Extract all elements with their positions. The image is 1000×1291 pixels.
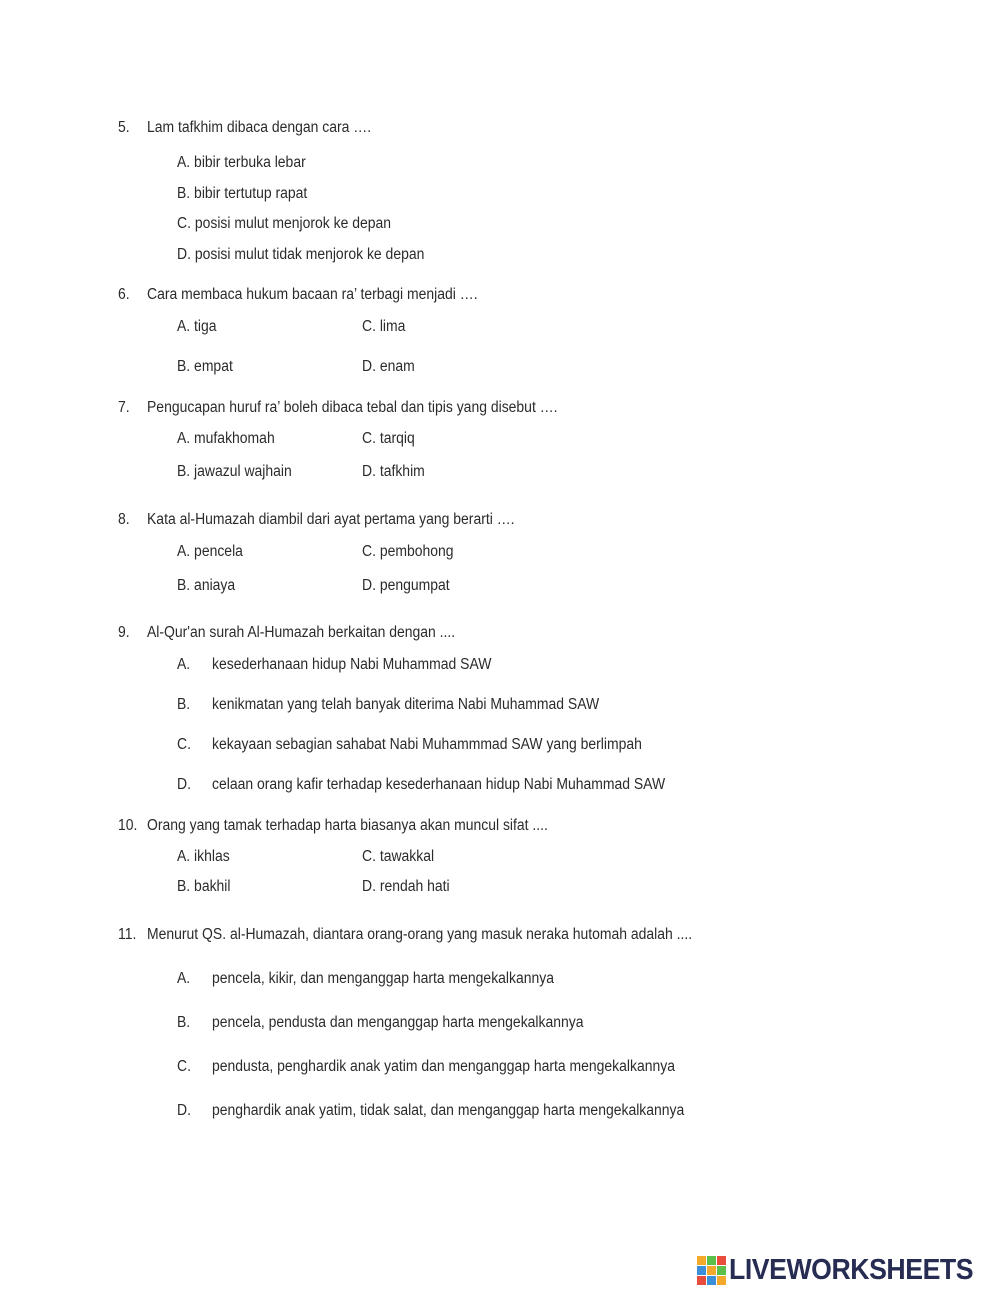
question-11-option-d-text: penghardik anak yatim, tidak salat, dan menganggap harta mengekalkannya: [212, 1102, 685, 1119]
question-5-text: Lam tafkhim dibaca dengan cara ….: [147, 119, 372, 136]
question-10-option-b: B. bakhil: [177, 878, 231, 895]
liveworksheets-logo: [697, 1253, 994, 1287]
question-11-option-c-text: pendusta, penghardik anak yatim dan menganggap harta mengekalkannya: [212, 1058, 676, 1075]
question-5-option-b: B. bibir tertutup rapat: [177, 185, 308, 202]
question-6-number: 6.: [118, 286, 130, 303]
question-8-option-c: C. pembohong: [362, 543, 454, 560]
question-8-option-d: D. pengumpat: [362, 577, 450, 594]
question-11-number: 11.: [118, 926, 137, 943]
question-9-option-a-text: kesederhanaan hidup Nabi Muhammad SAW: [212, 656, 492, 673]
question-10-text: Orang yang tamak terhadap harta biasanya akan muncul sifat ....: [147, 817, 548, 834]
question-5-option-a: A. bibir terbuka lebar: [177, 154, 306, 171]
question-6-option-b: B. empat: [177, 358, 233, 375]
question-7-option-b: B. jawazul wajhain: [177, 463, 292, 480]
question-8-option-a: A. pencela: [177, 543, 243, 560]
question-9-option-c-letter: C.: [177, 736, 191, 753]
question-8-number: 8.: [118, 511, 130, 528]
question-10-option-d: D. rendah hati: [362, 878, 450, 895]
question-10-option-a: A. ikhlas: [177, 848, 230, 865]
question-7-option-c: C. tarqiq: [362, 430, 415, 447]
question-11-option-b-text: pencela, pendusta dan menganggap harta mengekalkannya: [212, 1014, 584, 1031]
question-9-number: 9.: [118, 624, 130, 641]
question-7-option-a: A. mufakhomah: [177, 430, 275, 447]
question-7-number: 7.: [118, 399, 130, 416]
question-10-number: 10.: [118, 817, 138, 834]
question-8-text: Kata al-Humazah diambil dari ayat pertama yang berarti ….: [147, 511, 515, 528]
question-9-option-a-letter: A.: [177, 656, 191, 673]
question-6-option-a: A. tiga: [177, 318, 217, 335]
question-5-option-d: D. posisi mulut tidak menjorok ke depan: [177, 246, 425, 263]
question-9-option-d-letter: D.: [177, 776, 191, 793]
question-5-number: 5.: [118, 119, 130, 136]
question-9-option-c-text: kekayaan sebagian sahabat Nabi Muhammmad SAW yang berlimpah: [212, 736, 642, 753]
question-8-option-b: B. aniaya: [177, 577, 236, 594]
question-6-option-d: D. enam: [362, 358, 415, 375]
question-6-text: Cara membaca hukum bacaan ra’ terbagi menjadi ….: [147, 286, 478, 303]
logo-text: LIVEWORKSHEETS: [729, 1253, 974, 1286]
question-6-option-c: C. lima: [362, 318, 406, 335]
question-11-option-b-letter: B.: [177, 1014, 191, 1031]
logo-boxes-icon: [697, 1256, 726, 1285]
question-7-option-d: D. tafkhim: [362, 463, 425, 480]
question-10-option-c: C. tawakkal: [362, 848, 435, 865]
question-11-option-a-text: pencela, kikir, dan menganggap harta mengekalkannya: [212, 970, 555, 987]
question-7-text: Pengucapan huruf ra’ boleh dibaca tebal dan tipis yang disebut ….: [147, 399, 558, 416]
question-11-option-c-letter: C.: [177, 1058, 191, 1075]
question-11-option-d-letter: D.: [177, 1102, 191, 1119]
question-9-option-b-text: kenikmatan yang telah banyak diterima Nabi Muhammad SAW: [212, 696, 600, 713]
question-9-option-d-text: celaan orang kafir terhadap kesederhanaan hidup Nabi Muhammad SAW: [212, 776, 666, 793]
question-11-text: Menurut QS. al-Humazah, diantara orang-orang yang masuk neraka hutomah adalah ....: [147, 926, 693, 943]
question-11-option-a-letter: A.: [177, 970, 191, 987]
question-9-option-b-letter: B.: [177, 696, 191, 713]
question-9-text: Al-Qur'an surah Al-Humazah berkaitan dengan ....: [147, 624, 456, 641]
question-5-option-c: C. posisi mulut menjorok ke depan: [177, 215, 392, 232]
